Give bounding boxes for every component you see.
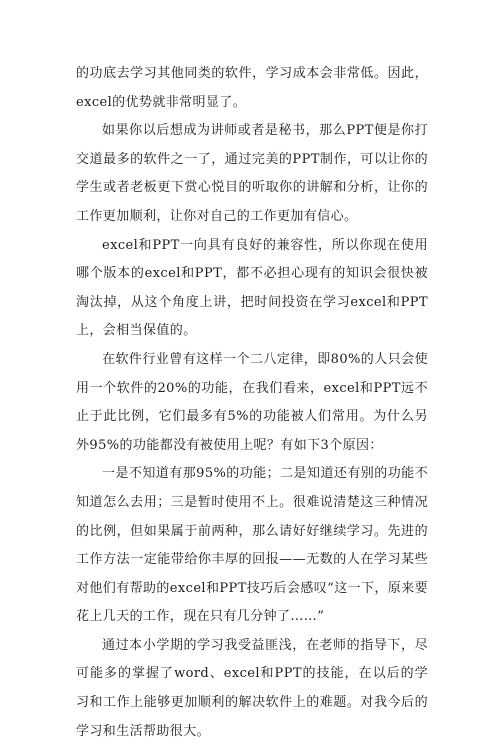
paragraph-conclusion: 通过本小学期的学习我受益匪浅，在老师的指导下，尽可能多的掌握了word、excel和PPT的技能，在以后的学习和工作上能够更加顺利的解决软件上的难题。对我今后的学习和生活帮助很大。 — [76, 637, 428, 739]
paragraph-excel-advantage: 的功底去学习其他同类的软件，学习成本会非常低。因此，excel的优势就非常明显了。 — [76, 66, 428, 110]
paragraph-pareto-rule: 在软件行业曾有这样一个二八定律，即80%的人只会使用一个软件的20%的功能，在我们看来，excel和PPT远不止于此比例，它们最多有5%的功能被人们常用。为什么另外95%的功能都没有被使用上呢？有如下3个原因： — [76, 351, 428, 453]
paragraph-ppt-career: 如果你以后想成为讲师或者是秘书，那么PPT便是你打交道最多的软件之一了，通过完美的PPT制作，可以让你的学生或者老板更下赏心悦目的听取你的讲解和分析，让你的工作更加顺利，让你对自己的工作更加有信心。 — [76, 123, 428, 224]
document-body — [76, 60, 428, 746]
paragraph-three-reasons: 一是不知道有那95%的功能；二是知道还有别的功能不知道怎么去用；三是暂时使用不上。很难说清楚这三种情况的比例，但如果属于前两种，那么请好好继续学习。先进的工作方法一定能带给你丰厚的回报——无数的人在学习某些对他们有帮助的excel和PPT技巧后会感叹“这一下，原来要花上几天的工作，现在只有几分钟了……” — [76, 466, 428, 625]
paragraph-compatibility: excel和PPT一向具有良好的兼容性，所以你现在使用哪个版本的excel和PPT，都不必担心现有的知识会很快被淘汰掉，从这个角度上讲，把时间投资在学习excel和PPT上，会相当保值的。 — [76, 237, 428, 339]
